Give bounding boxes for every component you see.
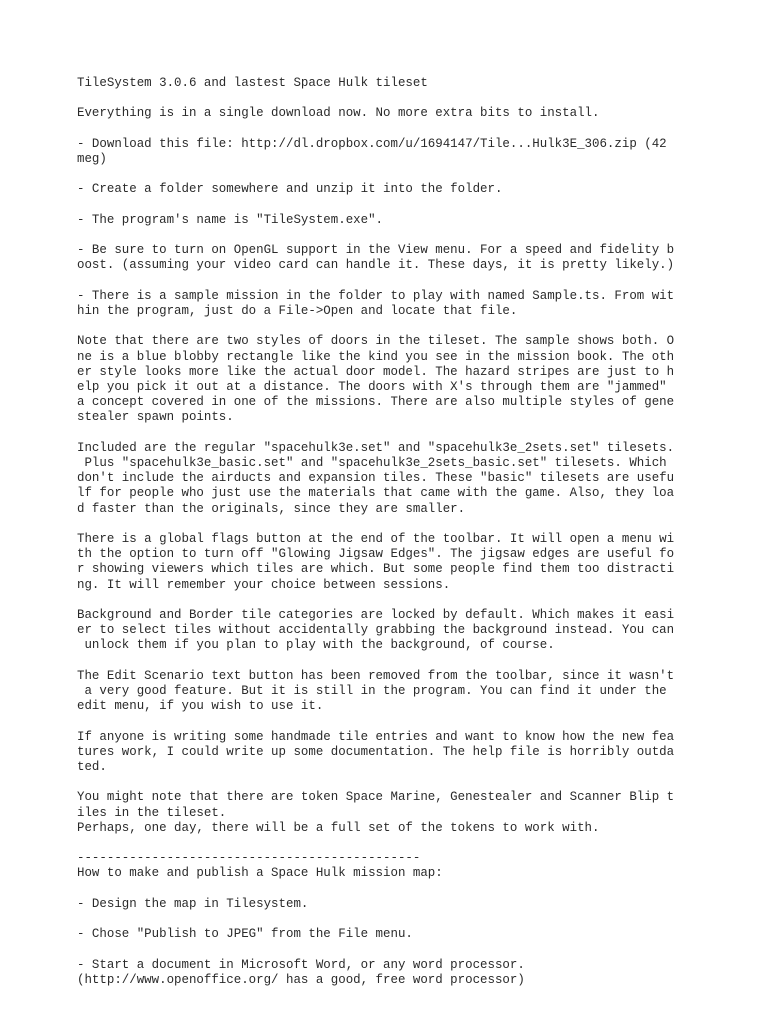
section-heading: How to make and publish a Space Hulk mission map: xyxy=(77,866,443,881)
paragraph-sample-mission: - There is a sample mission in the folder to play with named Sample.ts. From wit hin the program, just do a File->Open and locate that file. xyxy=(77,288,675,318)
paragraph-single-download: Everything is in a single download now. No more extra bits to install. xyxy=(77,106,600,121)
paragraph-edit-scenario: The Edit Scenario text button has been removed from the toolbar, since it wasn't a very good feature. But it is still in the program. You can find it under the edit menu, if you wish to use it. xyxy=(77,668,675,714)
paragraph-tilesets: Included are the regular "spacehulk3e.set" and "spacehulk3e_2sets.set" tilesets. Plus "spacehulk3e_basic.set" and "spacehulk3e_2sets_basic.set" tilesets. Which don't include the airducts and expansion tiles. These "basic" tilesets are usefu lf for people who just use the materials that came with the game. Also, they loa d faster than the originals, since they are smaller. xyxy=(77,440,675,516)
paragraph-documentation: If anyone is writing some handmade tile entries and want to know how the new fea tures work, I could write up some documentation. The help file is horribly outda ted. xyxy=(77,729,675,774)
paragraph-locked-categories: Background and Border tile categories are locked by default. Which makes it easi er to select tiles without accidentally grabbing the background instead. You can unlock them if you plan to play with the background, of course. xyxy=(77,607,675,653)
section-separator: ---------------------------------------------- xyxy=(77,851,421,866)
step-start-document: - Start a document in Microsoft Word, or any word processor. (http://www.openoffice.org/ has a good, free word processor) xyxy=(77,957,525,987)
paragraph-download-link: - Download this file: http://dl.dropbox.com/u/1694147/Tile...Hulk3E_306.zip (42 meg) xyxy=(77,136,667,166)
paragraph-program-name: - The program's name is "TileSystem.exe". xyxy=(77,212,384,227)
paragraph-global-flags: There is a global flags button at the end of the toolbar. It will open a menu wi th the option to turn off "Glowing Jigsaw Edges". The jigsaw edges are useful fo r showing viewers which tiles are which. But some people find them too distracti ng. It will remember your choice between sessions. xyxy=(77,531,675,592)
paragraph-door-styles: Note that there are two styles of doors in the tileset. The sample shows both. O ne is a blue blobby rectangle like the kind you see in the mission book. The oth er style looks more like the actual door model. The hazard stripes are just to h elp you pick it out at a distance. The doors with X's through them are "jammed" a concept covered in one of the missions. There are also multiple styles of gene stealer spawn points. xyxy=(77,334,675,425)
paragraph-opengl: - Be sure to turn on OpenGL support in the View menu. For a speed and fidelity b oost. (assuming your video card can handle it. These days, it is pretty likely.) xyxy=(77,243,675,273)
step-publish-jpeg: - Chose "Publish to JPEG" from the File menu. xyxy=(77,927,413,942)
document-title: TileSystem 3.0.6 and lastest Space Hulk tileset xyxy=(77,76,428,90)
step-design-map: - Design the map in Tilesystem. xyxy=(77,896,309,911)
paragraph-tokens: You might note that there are token Space Marine, Genestealer and Scanner Blip t iles in the tileset. Perhaps, one day, there will be a full set of the tokens to work with. xyxy=(77,790,675,835)
paragraph-create-folder: - Create a folder somewhere and unzip it into the folder. xyxy=(77,182,503,197)
